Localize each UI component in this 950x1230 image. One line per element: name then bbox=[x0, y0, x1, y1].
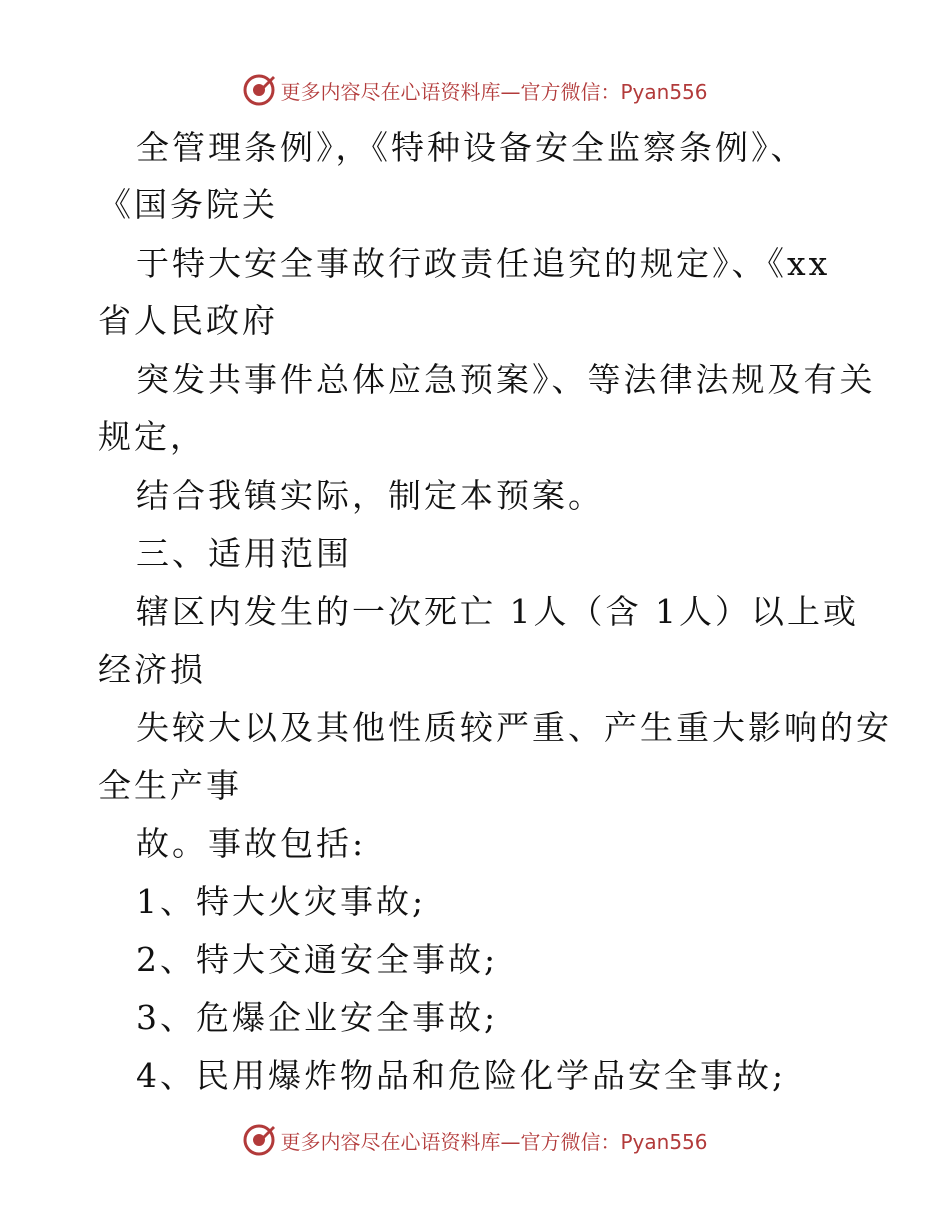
paragraph-line: 突发共事件总体应急预案》、等法律法规及有关 bbox=[136, 360, 876, 399]
list-item: 1、特大火灾事故; bbox=[136, 882, 427, 921]
paragraph-line: 结合我镇实际，制定本预案。 bbox=[136, 476, 604, 515]
footer-banner-text: 更多内容尽在心语资料库—官方微信：Pyan556 bbox=[280, 1129, 708, 1154]
pen-logo-icon bbox=[242, 73, 276, 107]
footer-banner bbox=[0, 1120, 950, 1160]
wechat-id: Pyan556 bbox=[620, 79, 708, 104]
header-banner bbox=[0, 70, 950, 110]
list-item: 4、民用爆炸物品和危险化学品安全事故; bbox=[136, 1056, 787, 1095]
paragraph-line: 规定， bbox=[98, 417, 206, 456]
list-item: 3、危爆企业安全事故; bbox=[136, 998, 499, 1037]
paragraph-line: 经济损 bbox=[98, 650, 206, 689]
paragraph-line: 全生产事 bbox=[98, 766, 242, 805]
paragraph-line: 故。事故包括: bbox=[136, 824, 367, 863]
paragraph-line: 失较大以及其他性质较严重、产生重大影响的安 bbox=[136, 708, 892, 747]
pen-logo-icon bbox=[242, 1123, 276, 1157]
header-banner-text: 更多内容尽在心语资料库—官方微信：Pyan556 bbox=[280, 79, 708, 104]
paragraph-line: 全管理条例》，《特种设备安全监察条例》、 bbox=[136, 128, 807, 167]
list-item: 2、特大交通安全事故; bbox=[136, 940, 499, 979]
paragraph-line: 辖区内发生的一次死亡 1人（含 1人）以上或 bbox=[136, 592, 859, 631]
paragraph-line: 《国务院关 bbox=[98, 185, 278, 224]
section-heading: 三、适用范围 bbox=[136, 534, 352, 573]
wechat-id: Pyan556 bbox=[620, 1129, 708, 1154]
paragraph-line: 省人民政府 bbox=[98, 301, 278, 340]
paragraph-line: 于特大安全事故行政责任追究的规定》、《xx bbox=[136, 244, 831, 283]
